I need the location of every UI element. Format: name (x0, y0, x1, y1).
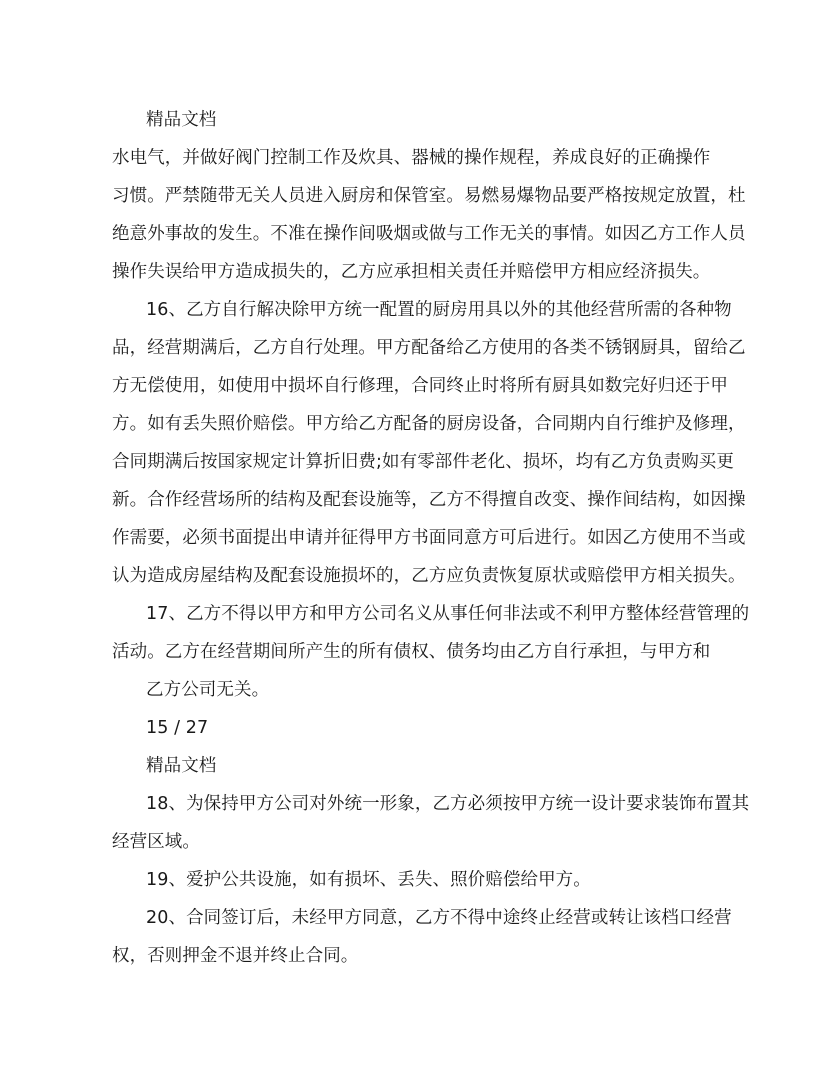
paragraph-17-line-2: 活动。乙方在经营期间所产生的所有债权、债务均由乙方自行承担，与甲方和 (112, 642, 711, 662)
paragraph-16-line-1: 16、乙方自行解决除甲方统一配置的厨房用具以外的其他经营所需的各种物 (146, 300, 732, 320)
paragraph-16-line-6: 新。合作经营场所的结构及配套设施等，乙方不得擅自改变、操作间结构，如因操 (112, 490, 746, 510)
page-header-2: 精品文档 (146, 756, 217, 776)
paragraph-15-line-4: 操作失误给甲方造成损失的，乙方应承担相关责任并赔偿甲方相应经济损失。 (112, 262, 711, 282)
paragraph-18-line-2: 经营区域。 (112, 832, 200, 852)
paragraph-16-line-7: 作需要，必须书面提出申请并征得甲方书面同意方可后进行。如因乙方使用不当或 (112, 528, 746, 548)
paragraph-16-line-4: 方。如有丢失照价赔偿。甲方给乙方配备的厨房设备，合同期内自行维护及修理， (112, 414, 746, 434)
paragraph-16-line-3: 方无偿使用，如使用中损坏自行修理，合同终止时将所有厨具如数完好归还于甲 (112, 376, 728, 396)
paragraph-16-line-5: 合同期满后按国家规定计算折旧费;如有零部件老化、损坏，均有乙方负责购买更 (112, 452, 734, 472)
paragraph-15-line-2: 习惯。严禁随带无关人员进入厨房和保管室。易燃易爆物品要严格按规定放置，杜 (112, 186, 746, 206)
paragraph-17-line-1: 17、乙方不得以甲方和甲方公司名义从事任何非法或不利甲方整体经营管理的 (146, 604, 750, 624)
page-number: 15 / 27 (146, 718, 209, 738)
paragraph-16-line-8: 认为造成房屋结构及配套设施损坏的，乙方应负责恢复原状或赔偿甲方相关损失。 (112, 566, 746, 586)
paragraph-17-line-3: 乙方公司无关。 (146, 680, 270, 700)
paragraph-18-line-1: 18、为保持甲方公司对外统一形象，乙方必须按甲方统一设计要求装饰布置其 (146, 794, 750, 814)
paragraph-20-line-2: 权，否则押金不退并终止合同。 (112, 946, 359, 966)
page-header: 精品文档 (146, 110, 217, 130)
paragraph-15-line-1: 水电气，并做好阀门控制工作及炊具、器械的操作规程，养成良好的正确操作 (112, 148, 711, 168)
paragraph-19-line-1: 19、爱护公共设施，如有损坏、丢失、照价赔偿给甲方。 (146, 870, 591, 890)
paragraph-15-line-3: 绝意外事故的发生。不准在操作间吸烟或做与工作无关的事情。如因乙方工作人员 (112, 224, 746, 244)
paragraph-16-line-2: 品，经营期满后，乙方自行处理。甲方配备给乙方使用的各类不锈钢厨具，留给乙 (112, 338, 746, 358)
paragraph-20-line-1: 20、合同签订后，未经甲方同意，乙方不得中途终止经营或转让该档口经营 (146, 908, 732, 928)
